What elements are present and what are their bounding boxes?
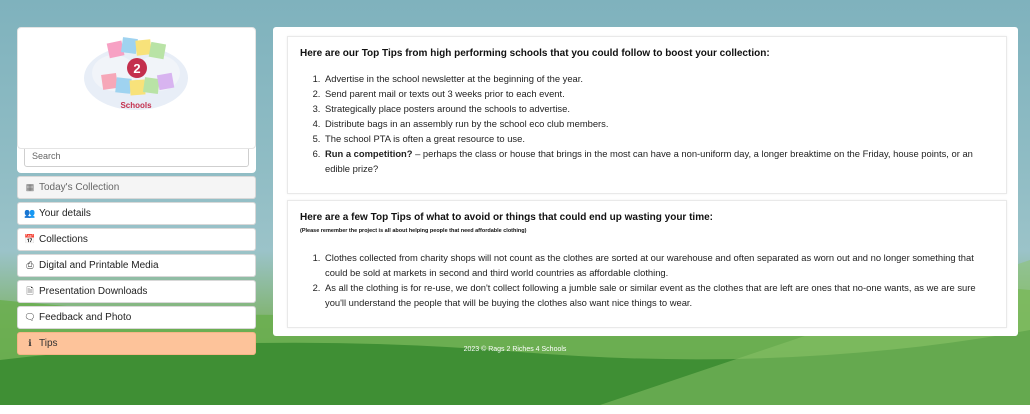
sidebar-item-label: Tips bbox=[39, 338, 58, 349]
list-item: 2. Send parent mail or texts out 3 weeks prior to each event. bbox=[323, 86, 994, 101]
sidebar bbox=[17, 27, 256, 355]
rags-2-riches-logo bbox=[18, 28, 257, 124]
sidebar-item-todays-collection[interactable] bbox=[17, 176, 256, 199]
sidebar-item-your-details[interactable] bbox=[17, 202, 256, 225]
calendar-icon: 📅 bbox=[24, 234, 36, 244]
sidebar-item-digital-media[interactable] bbox=[17, 254, 256, 277]
sidebar-item-presentation-downloads[interactable] bbox=[17, 280, 256, 303]
list-item bbox=[323, 146, 994, 176]
avoid-tips-heading: Here are a few Top Tips of what to avoid or things that could end up wasting your time: bbox=[300, 212, 713, 223]
main-content bbox=[273, 27, 1018, 336]
footer-copyright: 2023 © Rags 2 Riches 4 Schools bbox=[463, 346, 567, 353]
sidebar-item-label: Today's Collection bbox=[39, 182, 120, 193]
sidebar-item-label: Digital and Printable Media bbox=[39, 260, 159, 271]
list-item: 4. Distribute bags in an assembly run by the school eco club members. bbox=[323, 116, 994, 131]
competition-label: Run a competition? bbox=[325, 148, 413, 159]
list-item: 3. Strategically place posters around the schools to advertise. bbox=[323, 101, 994, 116]
avoid-tips-card bbox=[287, 200, 1007, 328]
users-icon: 👥 bbox=[24, 208, 36, 218]
logo-box bbox=[17, 27, 256, 149]
list-item: 1. Advertise in the school newsletter at the beginning of the year. bbox=[323, 71, 994, 86]
list-item: 2. As all the clothing is for re-use, we don't collect following a jumble sale or similar event as the clothes that are left are ones that no-one wants, as we are sure you'll understand the people that will be buying the clothes also want nice things to wear. bbox=[323, 280, 994, 310]
printer-icon: ⎙ bbox=[26, 260, 34, 270]
sidebar-item-label: Your details bbox=[39, 208, 91, 219]
top-tips-card bbox=[287, 36, 1007, 194]
info-icon: ℹ bbox=[28, 338, 32, 348]
avoid-tips-list bbox=[323, 250, 994, 310]
top-tips-list bbox=[323, 71, 994, 176]
competition-text: – perhaps the class or house that brings in the most can have a non-uniform day, a longer breaktime on the Friday, house points, or an edible prize? bbox=[325, 148, 973, 174]
svg-text:2: 2 bbox=[133, 61, 141, 76]
search-container bbox=[17, 145, 256, 173]
comment-icon: 🗨 bbox=[24, 312, 36, 322]
sidebar-item-feedback-photo[interactable] bbox=[17, 306, 256, 329]
top-tips-heading: Here are our Top Tips from high performing schools that you could follow to boost your collection: bbox=[300, 48, 770, 59]
file-download-icon: 🗎 bbox=[26, 285, 34, 296]
sidebar-item-label: Feedback and Photo bbox=[39, 312, 132, 323]
sidebar-item-collections[interactable] bbox=[17, 228, 256, 251]
sidebar-item-label: Collections bbox=[39, 234, 88, 245]
svg-text:Schools: Schools bbox=[120, 101, 152, 110]
list-item: 1. Clothes collected from charity shops will not count as the clothes are sorted at our warehouse and often separated as worn out and no longer something that could be sold at markets in second and third world countries as affordable clothing. bbox=[323, 250, 994, 280]
calendar-day-icon: ▦ bbox=[25, 182, 35, 192]
list-item: 5. The school PTA is often a great resource to use. bbox=[323, 131, 994, 146]
avoid-tips-note: (Please remember the project is all about helping people that need affordable clothing) bbox=[300, 228, 527, 234]
sidebar-item-label: Presentation Downloads bbox=[39, 286, 148, 297]
